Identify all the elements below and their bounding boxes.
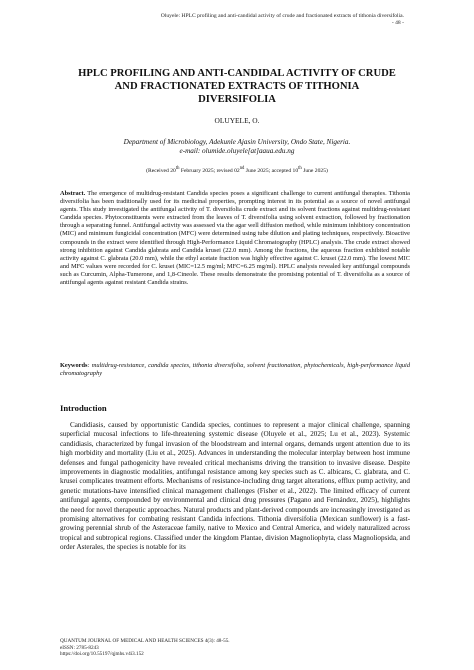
abstract-label: Abstract. <box>60 190 86 197</box>
paper-title <box>60 67 414 107</box>
running-head-title: Oluyele: HPLC profiling and anti-candidal activity of crude and fractionated extracts of tithonia diversifolia. <box>160 13 404 19</box>
revised-label: February 2025; revised 02 <box>179 167 240 174</box>
footer-eissn: eISSN: 2785-8243 <box>60 644 99 651</box>
footer-journal: QUANTUM JOURNAL OF MEDICAL AND HEALTH SCIENCES 4(3): 48-55. <box>60 638 230 644</box>
revised-sup: nd <box>239 166 245 171</box>
affiliation-department: Department of Microbiology, Adekunle Ajasin University, Ondo State, Nigeria. <box>123 138 351 146</box>
keywords <box>60 362 410 378</box>
paper-title-line-1: HPLC PROFILING AND ANTI-CANDIDAL ACTIVITY OF CRUDE <box>78 68 396 79</box>
paper-title-line-2: AND FRACTIONATED EXTRACTS OF TITHONIA <box>114 81 360 93</box>
received-label: (Received 20 <box>146 167 176 174</box>
accepted-label: June 2025; accepted 10 <box>244 167 299 174</box>
keywords-text: : multidrug-resistance, candida species, tithonia diversifolia, solvent fractionation, phytochemicals, high-performance liquid chromatography <box>60 362 410 378</box>
affiliation-email: e-mail: olumide.oluyele[at]aaua.edu.ng <box>179 147 295 156</box>
abstract-text: The emergence of multidrug-resistant Candida species poses a significant challenge to current antifungal therapies. Tithonia diversifolia has been traditionally used for its medicinal properties, prompting interest in its potential as a source of novel antifungal agents. This study investigated the antifungal activity of T. diversifolia crude extract and its solvent fractions against multidrug-resistant Candida species. Phytoconstituents were extracted from the leaves of T. diversifolia using solvent extraction, followed by fractionation through a separating funnel. Antifungal activity was assessed via the agar well diffusion method, while minimum inhibitory concentration (MIC) and minimum fungicidal concentration (MFC) were determined using tube dilution and plating techniques, respectively. Bioactive compounds in the extract were identified through High-Performance Liquid Chromatography (HPLC) analysis. The crude extract showed strong inhibition against Candida glabrata and Candida krusei (22.0 mm). Among the fractions, the aqueous fraction exhibited notable activity against C. glabrata (20.0 mm), while the ethyl acetate fraction was highly effective against C. krusei (22.0 mm). The lowest MIC and MFC values were recorded for C. krusei (MIC=12.5 mg/ml; MFC=6.25 mg/ml). HPLC analysis revealed key antifungal compounds such as Curcumin, Alpha-Tumerone, and 1,8-Cineole. These results demonstrate the promising potential of T. diversifolia as a source of antifungal agents against resistant Candida strains. <box>60 190 410 287</box>
accepted-date: June 2025) <box>301 167 328 174</box>
paper-title-line-3: DIVERSIFOLIA <box>198 94 276 106</box>
page-number: - 48 - <box>391 20 404 27</box>
footer-doi-link[interactable]: https://doi.org/10.55197/qjmhs.v4i3.152 <box>60 651 144 658</box>
affiliation <box>60 138 414 156</box>
page-footer <box>60 638 230 658</box>
running-head <box>24 13 404 27</box>
introduction-body: Candidiasis, caused by opportunistic Candida species, continues to represent a major clinical challenge, spanning superficial mucosal infections to life-threatening systemic disease (Oluyele et al., 2025; Lu et al., 2023). Systemic candidiasis, characterized by fungal invasion of the bloodstream and internal organs, demands urgent attention due to its high morbidity and mortality (Liu et al., 2025). Advances in understanding the molecular interplay between host immune defenses and fungal pathogenicity have revealed critical mechanisms driving the transition to invasive disease. Despite improvements in diagnostic modalities, antifungal resistance among key species such as C. albicans, C. glabrata, and C. krusei complicates treatment efforts. Mechanisms of resistance-including drug target alterations, efflux pump activity, and genetic mutations-have intensified clinical management challenges (Fisher et al., 2022). The limited efficacy of current antifungal agents, compounded by environmental and clinical drug pressures (Pagano and Fernández, 2025), highlights the need for novel therapeutic approaches. Natural products and plant-derived compounds are increasingly investigated as promising alternatives for combating resistant Candida infections. Tithonia diversifolia (Mexican sunflower) is a fast-growing perennial shrub of the Asteraceae family, native to Mexico and Central America, and widely naturalized across tropical and subtropical regions. Classified under the kingdom Plantae, division Magnoliophyta, class Magnoliopsida, and order Asterales, the species is notable for its <box>60 421 410 552</box>
author-name: OLUYELE, O. <box>214 116 260 125</box>
received-sup: th <box>175 166 180 171</box>
abstract <box>60 190 410 287</box>
accepted-sup: th <box>298 166 302 171</box>
submission-dates <box>60 166 414 174</box>
section-heading-introduction: Introduction <box>60 403 107 413</box>
keywords-label: Keywords <box>60 362 88 369</box>
